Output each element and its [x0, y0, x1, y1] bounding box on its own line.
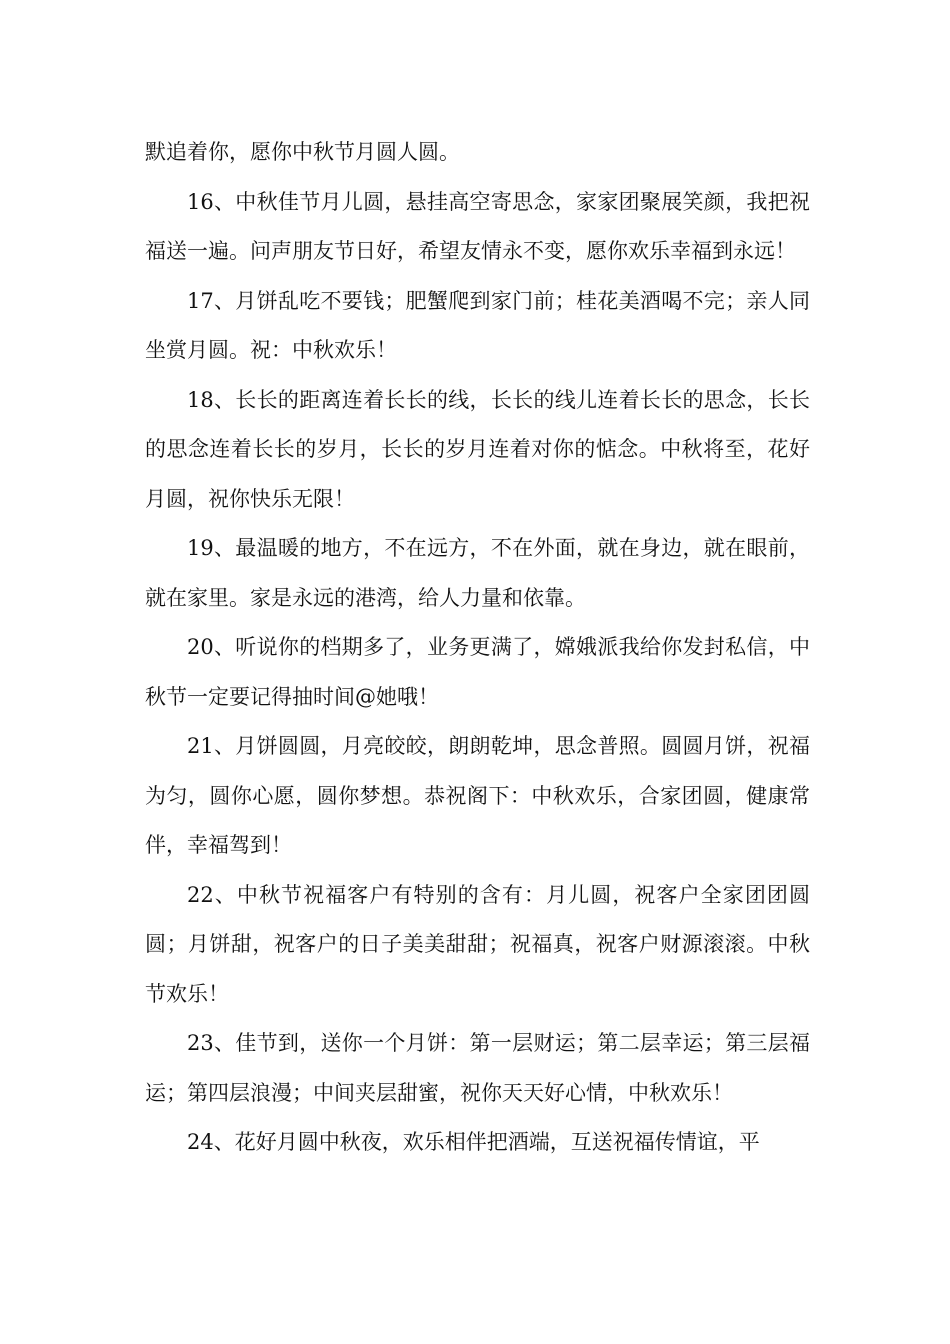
paragraph-18: 18、长长的距离连着长长的线，长长的线儿连着长长的思念，长长的思念连着长长的岁月，长长的岁月连着对你的惦念。中秋将至，花好月圆，祝你快乐无限！	[145, 387, 810, 511]
document-body	[145, 128, 810, 1168]
paragraph-16: 16、中秋佳节月儿圆，悬挂高空寄思念，家家团聚展笑颜，我把祝福送一遍。问声朋友节日好，希望友情永不变，愿你欢乐幸福到永远！	[145, 189, 810, 263]
paragraph-20: 20、听说你的档期多了，业务更满了，嫦娥派我给你发封私信，中秋节一定要记得抽时间@她哦！	[145, 635, 810, 709]
paragraph-23: 23、佳节到，送你一个月饼：第一层财运；第二层幸运；第三层福运；第四层浪漫；中间夹层甜蜜，祝你天天好心情，中秋欢乐！	[145, 1031, 810, 1105]
paragraph-17: 17、月饼乱吃不要钱；肥蟹爬到家门前；桂花美酒喝不完；亲人同坐赏月圆。祝：中秋欢乐！	[145, 288, 810, 362]
paragraph-continued: 默追着你，愿你中秋节月圆人圆。	[145, 140, 460, 164]
paragraph-21: 21、月饼圆圆，月亮皎皎，朗朗乾坤，思念普照。圆圆月饼，祝福为匀，圆你心愿，圆你梦想。恭祝阁下：中秋欢乐，合家团圆，健康常伴，幸福驾到！	[145, 734, 810, 857]
paragraph-22: 22、中秋节祝福客户有特别的含有：月儿圆，祝客户全家团团圆圆；月饼甜，祝客户的日子美美甜甜；祝福真，祝客户财源滚滚。中秋节欢乐！	[145, 882, 810, 1006]
paragraph-24: 24、花好月圆中秋夜，欢乐相伴把酒端，互送祝福传情谊，平	[187, 1130, 760, 1154]
paragraph-19: 19、最温暖的地方，不在远方，不在外面，就在身边，就在眼前，就在家里。家是永远的港湾，给人力量和依靠。	[145, 536, 810, 610]
